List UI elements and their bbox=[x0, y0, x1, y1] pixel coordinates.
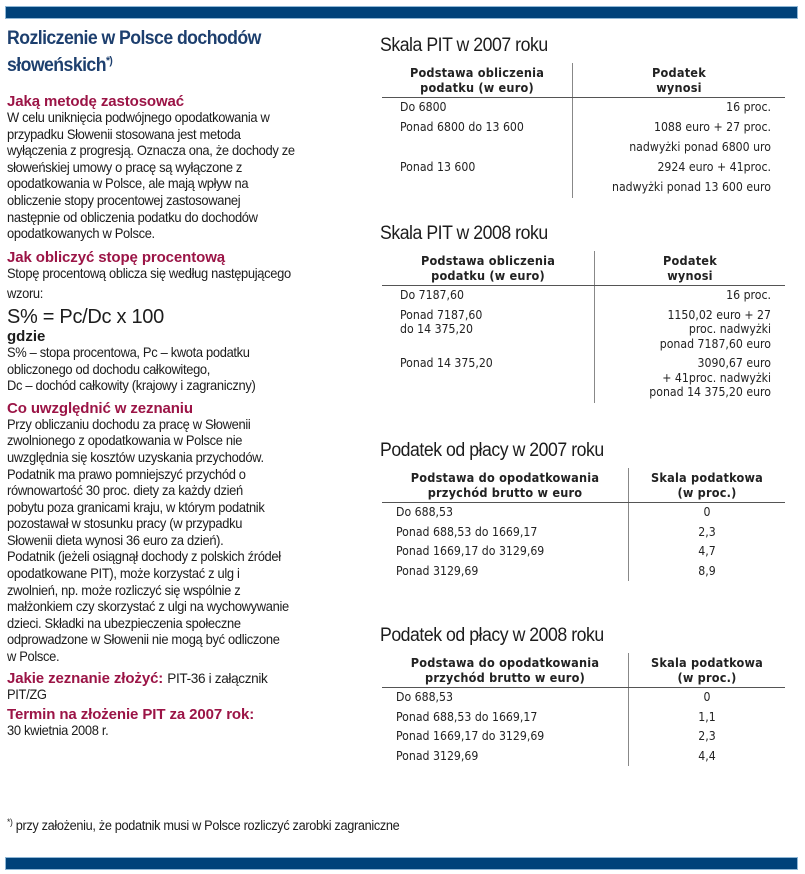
text-line: Podatnik ma prawo pomniejszyć przychód o bbox=[7, 466, 246, 482]
title-footnote-mark: *) bbox=[105, 55, 113, 67]
table-row bbox=[382, 523, 785, 543]
table-cell: 4,7 bbox=[698, 544, 716, 558]
bottom-decorative-bar bbox=[6, 858, 797, 869]
text-line: opodatkowanych w Polsce. bbox=[7, 226, 155, 242]
header-line: (w proc.) bbox=[677, 670, 737, 685]
text-line: słoweńskiej umowy o pracę są wyłączone z bbox=[7, 159, 243, 175]
table-row bbox=[382, 727, 785, 747]
table-row bbox=[382, 503, 785, 523]
header-line: Podstawa do opodatkowania bbox=[410, 655, 600, 670]
text-line: obliczonego od dochodu całkowitego, bbox=[7, 361, 211, 377]
table-row bbox=[382, 747, 785, 767]
table-cell: 8,9 bbox=[698, 563, 716, 578]
text-line: Dc – dochód całkowity (krajowy i zagraniczny) bbox=[7, 378, 256, 394]
header-line: wynosi bbox=[667, 268, 713, 283]
text-line: W celu uniknięcia podwójnego opodatkowania w bbox=[7, 110, 270, 125]
table-row bbox=[382, 542, 785, 562]
header-line: Podstawa do opodatkowania bbox=[410, 470, 600, 485]
table-cell: 4,4 bbox=[698, 748, 716, 763]
header-line: Podstawa obliczenia bbox=[409, 65, 545, 80]
title-line-2: słoweńskich bbox=[7, 55, 106, 76]
text-line: 30 kwietnia 2008 r. bbox=[7, 723, 109, 739]
table-cell: Ponad 13 600 bbox=[382, 158, 573, 198]
table-row bbox=[382, 158, 785, 198]
cell-line: 2924 euro + 41proc. bbox=[657, 159, 771, 174]
text-line: Stopę procentową oblicza się według następującego bbox=[7, 265, 291, 281]
footnote bbox=[7, 817, 399, 833]
table-cell: 16 proc. bbox=[726, 288, 771, 302]
section-body-rate bbox=[7, 266, 368, 303]
table-cell: Ponad 688,53 do 1669,17 bbox=[382, 708, 629, 728]
text-line: wzoru: bbox=[7, 286, 44, 302]
which-form-heading: Jakie zeznanie złożyć: bbox=[7, 669, 164, 687]
table-cell: 2,3 bbox=[698, 729, 716, 743]
header-line: Podstawa obliczenia bbox=[420, 253, 556, 268]
formula-legend bbox=[7, 345, 368, 395]
which-form-value-cont bbox=[7, 687, 368, 704]
where-label: gdzie bbox=[7, 327, 46, 345]
text-line: dzieci. Składki na ubezpieczenia społeczne bbox=[7, 615, 241, 631]
text-line: przypadku Słowenii stosowana jest metoda bbox=[7, 126, 241, 142]
text-line: Przy obliczaniu dochodu za pracę w Słowenii bbox=[7, 416, 251, 432]
which-form-row bbox=[7, 670, 369, 687]
text-line: równowartość 30 proc. diety za każdy dzień bbox=[7, 483, 243, 499]
text-line: Słowenii dieta wynosi 36 euro za dzień). bbox=[7, 532, 224, 548]
header-line: Podatek bbox=[663, 253, 717, 268]
header-line: (w proc.) bbox=[677, 485, 737, 500]
table-cell: Do 688,53 bbox=[382, 688, 629, 708]
cell-line: nadwyżki ponad 6800 uro bbox=[629, 140, 771, 154]
table-row bbox=[382, 98, 785, 118]
column-header bbox=[382, 653, 629, 688]
cell-line: 1088 euro + 27 proc. bbox=[653, 119, 771, 134]
which-form-value: PIT-36 i załącznik bbox=[167, 670, 268, 686]
table-row bbox=[382, 354, 785, 403]
table-cell: 2,3 bbox=[698, 524, 716, 539]
wage-tax-2007-table bbox=[382, 468, 785, 581]
header-line: podatku (w euro) bbox=[431, 268, 545, 283]
text-line: małżonkiem czy skorzystać z ulgi na wychowywanie bbox=[7, 599, 289, 615]
table-cell: Ponad 14 375,20 bbox=[382, 354, 595, 403]
cell-line: ponad 7187,60 euro bbox=[659, 336, 771, 351]
table-block-wage-2008 bbox=[380, 625, 785, 766]
table-cell: Do 7187,60 bbox=[382, 286, 595, 306]
header-line: Podatek bbox=[652, 65, 706, 80]
top-decorative-bar bbox=[6, 7, 797, 18]
text-line: następnie od obliczenia podatku do dochodów bbox=[7, 209, 258, 225]
section-heading-method: Jaką metodę zastosować bbox=[7, 93, 185, 110]
text-line: w Polsce. bbox=[7, 649, 60, 665]
column-header bbox=[629, 468, 786, 503]
table-row bbox=[382, 562, 785, 582]
text-line: odprowadzone w Słowenii nie mogą być odliczone bbox=[7, 632, 280, 648]
text-line: opodatkowania w Polsce, ale mają wpływ na bbox=[7, 176, 249, 192]
cell-line: + 41proc. nadwyżki bbox=[662, 370, 771, 385]
title-line-1: Rozliczenie w Polsce dochodów bbox=[7, 28, 261, 49]
cell-line: ponad 14 375,20 euro bbox=[649, 385, 771, 399]
footnote-mark: *) bbox=[7, 817, 13, 827]
header-line: wynosi bbox=[656, 80, 702, 95]
table-block-pit-2007 bbox=[380, 35, 785, 198]
table-title: Podatek od płacy w 2007 roku bbox=[380, 440, 604, 461]
section-heading-return: Co uwzględnić w zeznaniu bbox=[7, 399, 193, 417]
text-line: zwolnionego z opodatkowania w Polsce nie bbox=[7, 433, 243, 449]
left-column bbox=[7, 28, 369, 740]
section-body-method bbox=[7, 110, 368, 243]
column-header bbox=[573, 63, 786, 98]
cell-line: proc. nadwyżki bbox=[688, 322, 771, 336]
cell-line: do 14 375,20 bbox=[400, 322, 473, 336]
table-title: Skala PIT w 2007 roku bbox=[380, 35, 548, 56]
cell-line: 1150,02 euro + 27 bbox=[667, 307, 771, 322]
text-line: S% – stopa procentowa, Pc – kwota podatku bbox=[7, 344, 250, 360]
text-line: pobytu poza granicami kraju, w którym podatnik bbox=[7, 499, 265, 515]
table-row bbox=[382, 286, 785, 306]
table-cell: Ponad 3129,69 bbox=[382, 562, 629, 582]
cell-line: nadwyżki ponad 13 600 euro bbox=[612, 180, 771, 194]
column-header bbox=[595, 251, 786, 286]
column-header bbox=[382, 468, 629, 503]
table-cell: Ponad 1669,17 do 3129,69 bbox=[382, 727, 629, 747]
table-cell: 0 bbox=[703, 690, 711, 704]
table-row bbox=[382, 118, 785, 158]
text-line: PIT/ZG bbox=[7, 686, 47, 702]
table-title: Podatek od płacy w 2008 roku bbox=[380, 625, 604, 646]
table-cell bbox=[573, 158, 786, 198]
table-block-wage-2007 bbox=[380, 440, 785, 581]
header-line: Skala podatkowa bbox=[651, 655, 763, 670]
table-cell: Ponad 1669,17 do 3129,69 bbox=[382, 542, 629, 562]
table-cell: Ponad 688,53 do 1669,17 bbox=[382, 523, 629, 543]
formula: S% = Pc/Dc x 100 bbox=[7, 305, 164, 328]
deadline-heading: Termin na złożenie PIT za 2007 rok: bbox=[7, 706, 255, 724]
deadline-value bbox=[7, 723, 368, 740]
pit-scale-2008-table bbox=[382, 251, 785, 403]
header-line: Skala podatkowa bbox=[651, 470, 763, 485]
text-line: pozostawał w stosunku pracy (w przypadku bbox=[7, 516, 243, 532]
table-cell: Do 6800 bbox=[382, 98, 573, 118]
table-row bbox=[382, 708, 785, 728]
text-line: wyłączenia z progresją. Oznacza ona, że dochody ze bbox=[7, 143, 295, 159]
cell-line: Ponad 7187,60 bbox=[400, 307, 483, 322]
header-line: przychód brutto w euro) bbox=[425, 670, 585, 685]
section-heading-rate: Jak obliczyć stopę procentową bbox=[7, 248, 225, 266]
column-header bbox=[382, 63, 573, 98]
text-line: zwolnień, np. może rozliczyć się wspólnie z bbox=[7, 582, 241, 598]
table-block-pit-2008 bbox=[380, 223, 785, 403]
table-cell: 16 proc. bbox=[726, 100, 771, 114]
column-header bbox=[382, 251, 595, 286]
footnote-text: przy założeniu, że podatnik musi w Polsce rozliczyć zarobki zagraniczne bbox=[12, 818, 400, 833]
cell-line: 3090,67 euro bbox=[697, 356, 771, 370]
text-line: uwzględnia się kosztów uzyskania przychodów. bbox=[7, 449, 264, 465]
header-line: przychód brutto w euro bbox=[427, 485, 583, 500]
table-cell: Ponad 3129,69 bbox=[382, 747, 629, 767]
article-title bbox=[7, 28, 344, 77]
table-row bbox=[382, 688, 785, 708]
table-cell: 0 bbox=[703, 505, 711, 519]
text-line: opodatkowane PIT), może korzystać z ulg i bbox=[7, 566, 240, 582]
table-row bbox=[382, 306, 785, 355]
table-cell: Do 688,53 bbox=[382, 503, 629, 523]
header-line: podatku (w euro) bbox=[420, 80, 534, 95]
text-line: obliczenie stopy procentowej zastosowanej bbox=[7, 192, 241, 208]
section-body-return bbox=[7, 417, 368, 666]
table-cell bbox=[595, 306, 786, 355]
table-cell: 1,1 bbox=[698, 709, 716, 724]
table-cell: Ponad 6800 do 13 600 bbox=[382, 118, 573, 158]
text-line: Podatnik (jeżeli osiągnął dochody z polskich źródeł bbox=[7, 549, 281, 565]
table-title: Skala PIT w 2008 roku bbox=[380, 223, 548, 244]
table-cell bbox=[595, 354, 786, 403]
table-cell bbox=[573, 118, 786, 158]
table-cell bbox=[382, 306, 595, 355]
wage-tax-2008-table bbox=[382, 653, 785, 766]
pit-scale-2007-table bbox=[382, 63, 785, 198]
column-header bbox=[629, 653, 786, 688]
